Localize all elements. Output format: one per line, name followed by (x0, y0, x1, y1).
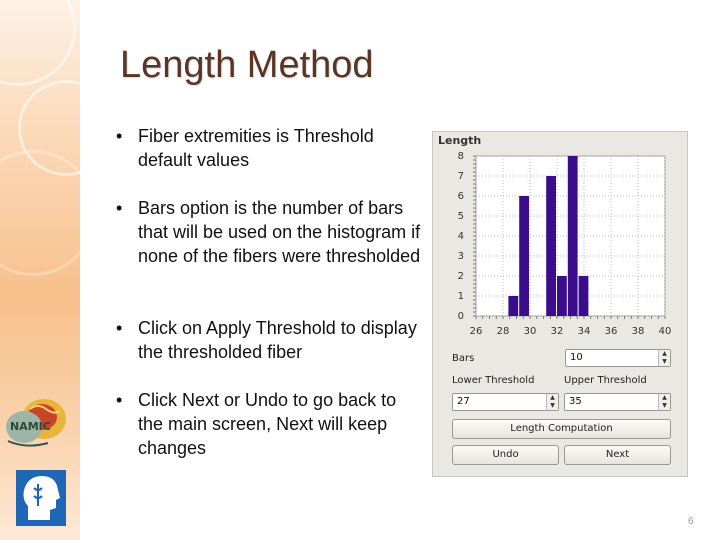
lower-threshold-label: Lower Threshold (452, 375, 535, 386)
next-button[interactable]: Next (564, 445, 671, 465)
panel-title: Length (438, 134, 482, 147)
y-tick-label: 2 (457, 271, 464, 282)
bullet-item: • Click on Apply Threshold to display the thresholded fiber (112, 316, 422, 364)
decorative-swirl (0, 0, 76, 86)
x-tick-label: 40 (658, 326, 672, 337)
y-tick-label: 1 (457, 291, 464, 302)
svg-text:NAMIC: NAMIC (10, 420, 51, 433)
head-logo-icon (16, 470, 66, 526)
spin-down-icon[interactable]: ▼ (662, 358, 667, 365)
spin-down-icon[interactable]: ▼ (662, 402, 667, 409)
lower-threshold-spinbox[interactable] (452, 393, 559, 411)
upper-threshold-spinbox[interactable] (564, 393, 671, 411)
y-tick-label: 5 (457, 211, 464, 222)
length-computation-button[interactable]: Length Computation (452, 419, 671, 439)
brain-logo-icon (4, 395, 70, 453)
histogram-bar (568, 156, 578, 316)
y-tick-label: 6 (457, 191, 464, 202)
x-tick-label: 30 (523, 326, 537, 337)
upper-threshold-value: 35 (569, 396, 582, 407)
upper-spin-arrows[interactable] (658, 394, 670, 410)
decorative-sidebar (0, 0, 80, 540)
histogram-bar (508, 296, 518, 316)
histogram-bar (557, 276, 567, 316)
x-tick-label: 34 (577, 326, 591, 337)
x-tick-label: 36 (604, 326, 618, 337)
bullet-item: • Bars option is the number of bars that will be used on the histogram if none of the fibers were thresholded (112, 196, 422, 268)
spin-up-icon[interactable]: ▲ (662, 350, 667, 357)
upper-threshold-label: Upper Threshold (564, 375, 647, 386)
lower-spin-arrows[interactable] (546, 394, 558, 410)
y-tick-label: 3 (457, 251, 464, 262)
bullet-item: • Click Next or Undo to go back to the main screen, Next will keep changes (112, 388, 422, 460)
length-histogram (433, 146, 689, 358)
y-tick-label: 8 (457, 151, 464, 162)
bars-label: Bars (452, 353, 475, 364)
x-tick-label: 38 (631, 326, 645, 337)
bars-spinbox[interactable] (565, 349, 671, 367)
histogram-bar (579, 276, 589, 316)
spin-up-icon[interactable]: ▲ (550, 394, 555, 401)
slide-title: Length Method (120, 44, 374, 86)
x-tick-label: 28 (496, 326, 510, 337)
spin-down-icon[interactable]: ▼ (550, 402, 555, 409)
x-tick-label: 32 (550, 326, 564, 337)
undo-button[interactable]: Undo (452, 445, 559, 465)
length-panel (432, 131, 688, 477)
y-tick-label: 7 (457, 171, 464, 182)
bars-spin-arrows[interactable] (658, 350, 670, 366)
page-number: 6 (688, 516, 694, 527)
bars-value: 10 (570, 352, 583, 363)
x-tick-label: 26 (469, 326, 483, 337)
bullet-item: • Fiber extremities is Threshold default values (112, 124, 422, 172)
y-tick-label: 0 (457, 311, 464, 322)
histogram-bar (519, 196, 529, 316)
y-tick-label: 4 (457, 231, 464, 242)
spin-up-icon[interactable]: ▲ (662, 394, 667, 401)
lower-threshold-value: 27 (457, 396, 470, 407)
histogram-bar (546, 176, 556, 316)
